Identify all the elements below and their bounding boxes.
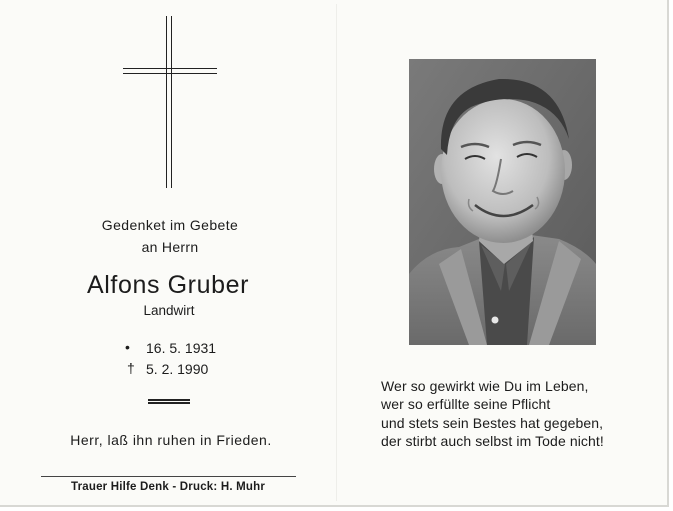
birth-symbol: • (125, 339, 130, 355)
memorial-poem (381, 377, 604, 450)
birth-date: 16. 5. 1931 (146, 340, 217, 356)
death-date: 5. 2. 1990 (146, 361, 209, 377)
invocation-line-1: Gedenket im Gebete (101, 217, 239, 233)
invocation-line-2: an Herrn (141, 239, 199, 255)
poem-line: Wer so gewirkt wie Du im Leben, (381, 378, 589, 394)
printer-credit: Trauer Hilfe Denk - Druck: H. Muhr (70, 481, 266, 493)
double-rule-divider (148, 399, 190, 404)
poem-line: und stets sein Bestes hat gegeben, (381, 414, 604, 431)
card-fold (336, 4, 337, 501)
poem-line: wer so erfüllte seine Pflicht (381, 396, 551, 413)
deceased-name: Alfons Gruber (86, 271, 250, 299)
death-symbol: † (127, 360, 135, 376)
footer-rule (41, 476, 296, 477)
portrait-photo (409, 59, 596, 345)
poem-line: der stirbt auch selbst im Tode nicht! (381, 432, 604, 449)
closing-prayer: Herr, laß ihn ruhen in Frieden. (70, 432, 272, 448)
occupation: Landwirt (143, 303, 195, 318)
